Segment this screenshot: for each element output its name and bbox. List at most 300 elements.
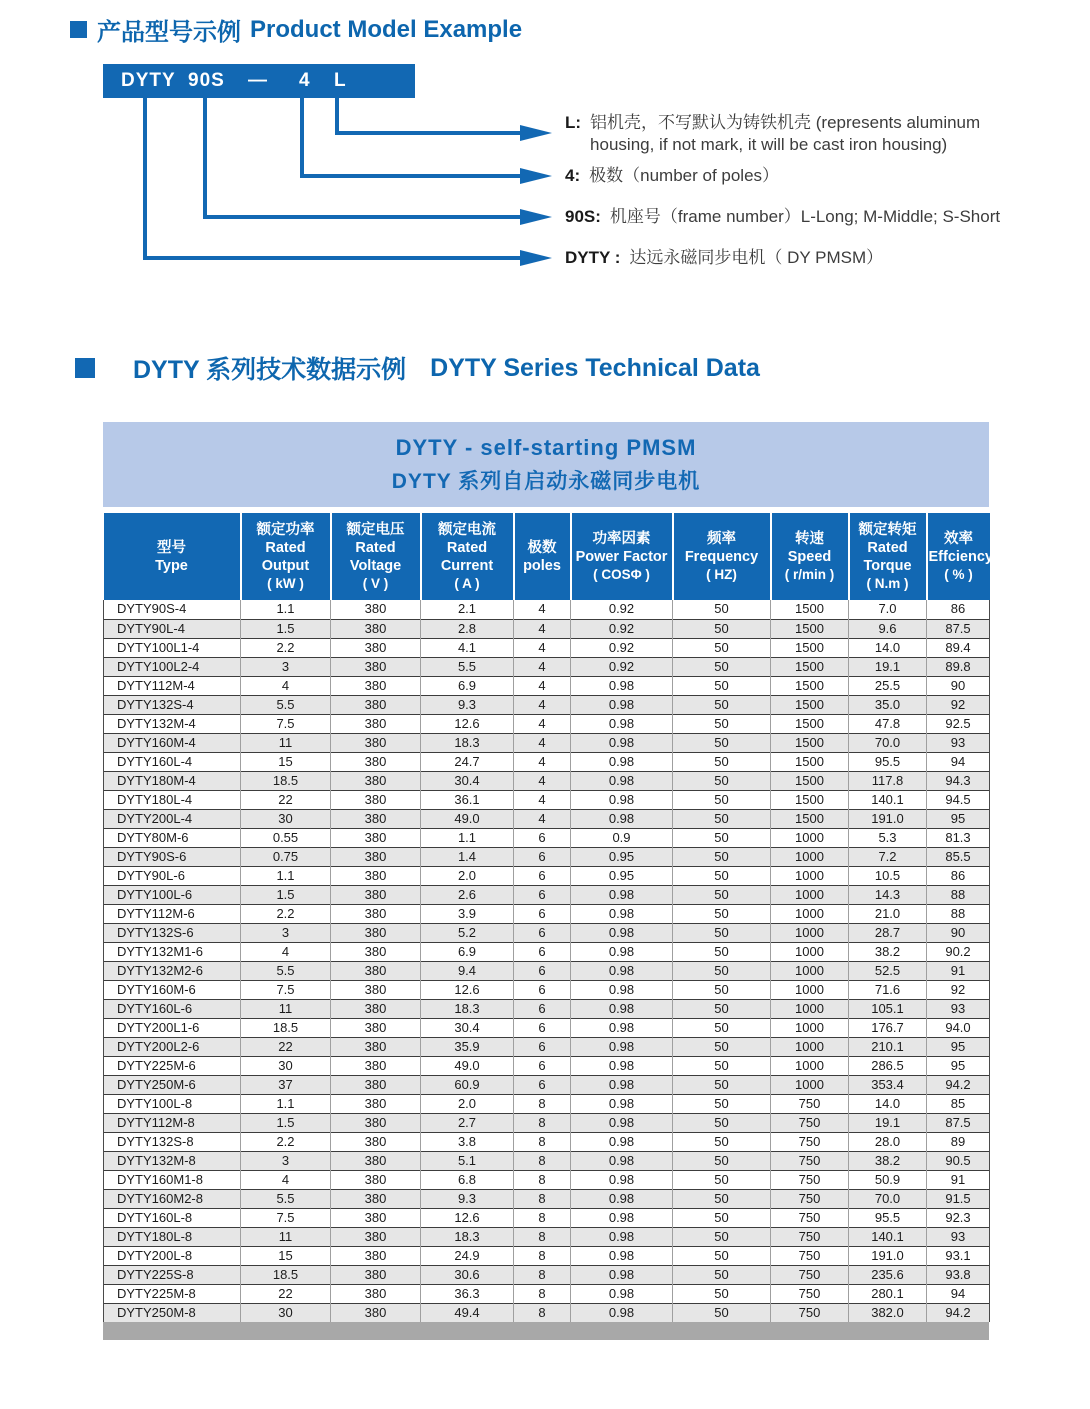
table-cell: DYTY112M-4	[104, 676, 241, 695]
table-cell: 3	[241, 657, 331, 676]
table-cell: 50	[673, 1113, 771, 1132]
table-footer-bar	[103, 1322, 989, 1340]
table-cell: 380	[331, 866, 421, 885]
table-cell: 89.4	[927, 638, 990, 657]
table-cell: 18.3	[421, 999, 514, 1018]
table-cell: DYTY250M-8	[104, 1303, 241, 1322]
table-cell: 6	[514, 942, 571, 961]
table-cell: 6	[514, 961, 571, 980]
table-cell: 380	[331, 1303, 421, 1322]
connector-line-4	[300, 98, 304, 178]
table-cell: 6	[514, 847, 571, 866]
blue-square-icon	[75, 358, 95, 378]
table-cell: 93.8	[927, 1265, 990, 1284]
table-cell: 1.5	[241, 1113, 331, 1132]
table-cell: 380	[331, 790, 421, 809]
table-cell: DYTY200L-8	[104, 1246, 241, 1265]
table-cell: 91	[927, 961, 990, 980]
table-cell: 8	[514, 1170, 571, 1189]
table-cell: DYTY100L2-4	[104, 657, 241, 676]
table-cell: DYTY225M-6	[104, 1056, 241, 1075]
table-cell: 210.1	[849, 1037, 927, 1056]
annotation-dyty-text: 达远永磁同步电机（ DY PMSM）	[629, 248, 884, 267]
table-cell: 750	[771, 1189, 849, 1208]
table-cell: 1.4	[421, 847, 514, 866]
table-cell: 50	[673, 1037, 771, 1056]
table-cell: 90	[927, 923, 990, 942]
table-cell: 47.8	[849, 714, 927, 733]
table-cell: 25.5	[849, 676, 927, 695]
table-cell: 380	[331, 999, 421, 1018]
table-cell: 6	[514, 866, 571, 885]
technical-data-table	[103, 422, 993, 1340]
table-cell: 14.3	[849, 885, 927, 904]
table-cell: 9.6	[849, 619, 927, 638]
section1-title-en: Product Model Example	[250, 15, 523, 43]
table-cell: 380	[331, 1018, 421, 1037]
annotation-90s	[565, 206, 1000, 228]
table-cell: 0.98	[571, 980, 673, 999]
table-cell: 1.5	[241, 885, 331, 904]
table-row	[104, 923, 990, 942]
table-cell: 235.6	[849, 1265, 927, 1284]
table-cell: 91	[927, 1170, 990, 1189]
table-row	[104, 980, 990, 999]
table-cell: DYTY132M-8	[104, 1151, 241, 1170]
column-header: 极数 poles	[514, 513, 571, 600]
table-cell: 4	[514, 676, 571, 695]
model-part-housing: L	[334, 70, 347, 91]
table-cell: DYTY100L1-4	[104, 638, 241, 657]
table-cell: 30.4	[421, 771, 514, 790]
table-cell: 0.98	[571, 676, 673, 695]
table-cell: 750	[771, 1227, 849, 1246]
table-cell: 49.0	[421, 1056, 514, 1075]
table-cell: 1500	[771, 752, 849, 771]
table-cell: 50	[673, 885, 771, 904]
annotation-4-text: 极数（number of poles）	[589, 166, 780, 185]
table-cell: 50	[673, 923, 771, 942]
table-cell: 1000	[771, 999, 849, 1018]
table-row	[104, 1075, 990, 1094]
table-cell: 0.92	[571, 619, 673, 638]
table-cell: 91.5	[927, 1189, 990, 1208]
table-cell: 50	[673, 1018, 771, 1037]
table-cell: 0.98	[571, 809, 673, 828]
table-cell: 30	[241, 809, 331, 828]
table-row	[104, 1132, 990, 1151]
table-cell: 1000	[771, 961, 849, 980]
table-cell: DYTY160M-4	[104, 733, 241, 752]
table-cell: 1000	[771, 1075, 849, 1094]
table-cell: 18.5	[241, 771, 331, 790]
table-row	[104, 1170, 990, 1189]
table-cell: 117.8	[849, 771, 927, 790]
table-cell: 382.0	[849, 1303, 927, 1322]
table-cell: 19.1	[849, 1113, 927, 1132]
table-cell: 2.8	[421, 619, 514, 638]
table-cell: 6	[514, 1075, 571, 1094]
table-cell: 9.3	[421, 695, 514, 714]
table-cell: 0.92	[571, 638, 673, 657]
table-cell: 380	[331, 942, 421, 961]
annotation-4-label: 4:	[565, 166, 581, 185]
table-cell: 50	[673, 1151, 771, 1170]
table-cell: 0.98	[571, 904, 673, 923]
section2-title-en: DYTY Series Technical Data	[430, 353, 760, 382]
table-cell: 3	[241, 1151, 331, 1170]
table-cell: DYTY90L-4	[104, 619, 241, 638]
table-cell: 1000	[771, 904, 849, 923]
table-cell: 0.98	[571, 1303, 673, 1322]
table-cell: 50	[673, 1246, 771, 1265]
table-cell: DYTY200L2-6	[104, 1037, 241, 1056]
table-cell: 95	[927, 1056, 990, 1075]
table-cell: 380	[331, 1189, 421, 1208]
table-row	[104, 752, 990, 771]
table-cell: 28.0	[849, 1132, 927, 1151]
table-cell: 6	[514, 828, 571, 847]
connector-line-l	[335, 98, 339, 135]
table-cell: 93	[927, 733, 990, 752]
table-cell: DYTY225M-8	[104, 1284, 241, 1303]
table-cell: 94.0	[927, 1018, 990, 1037]
table-cell: 18.3	[421, 1227, 514, 1246]
table-cell: 6	[514, 1056, 571, 1075]
table-row	[104, 847, 990, 866]
table-cell: 380	[331, 1094, 421, 1113]
table-cell: 0.98	[571, 1132, 673, 1151]
table-cell: 0.98	[571, 1151, 673, 1170]
table-cell: DYTY132M2-6	[104, 961, 241, 980]
table-cell: 19.1	[849, 657, 927, 676]
column-header: 功率因素 Power Factor ( COSΦ )	[571, 513, 673, 600]
table-cell: 1500	[771, 733, 849, 752]
table-cell: 8	[514, 1094, 571, 1113]
table-cell: 4.1	[421, 638, 514, 657]
section1-title	[70, 12, 522, 47]
table-cell: 50	[673, 1094, 771, 1113]
table-cell: DYTY112M-6	[104, 904, 241, 923]
table-cell: 8	[514, 1265, 571, 1284]
table-cell: 50	[673, 828, 771, 847]
table-cell: DYTY100L-6	[104, 885, 241, 904]
table-cell: 380	[331, 1265, 421, 1284]
table-cell: 71.6	[849, 980, 927, 999]
table-cell: 50	[673, 866, 771, 885]
table-row	[104, 714, 990, 733]
table-cell: 2.2	[241, 1132, 331, 1151]
table-cell: 50	[673, 676, 771, 695]
column-header: 效率 Effciency ( % )	[927, 513, 990, 600]
table-cell: DYTY200L-4	[104, 809, 241, 828]
table-cell: 380	[331, 1284, 421, 1303]
table-cell: 5.1	[421, 1151, 514, 1170]
table-cell: 1000	[771, 942, 849, 961]
table-cell: 380	[331, 1170, 421, 1189]
table-cell: 380	[331, 1075, 421, 1094]
arrow-icon-dyty	[520, 250, 552, 266]
table-cell: 90.5	[927, 1151, 990, 1170]
table-cell: 4	[514, 809, 571, 828]
table-cell: 50	[673, 638, 771, 657]
annotation-dyty	[565, 247, 883, 269]
table-cell: 38.2	[849, 1151, 927, 1170]
model-part-dash: —	[248, 70, 268, 91]
table-cell: 6	[514, 980, 571, 999]
table-cell: 6	[514, 1018, 571, 1037]
table-cell: DYTY100L-8	[104, 1094, 241, 1113]
table-cell: 750	[771, 1246, 849, 1265]
table-cell: 50	[673, 714, 771, 733]
table-cell: 380	[331, 1113, 421, 1132]
annotation-l-label: L:	[565, 113, 582, 132]
table-cell: 1000	[771, 828, 849, 847]
table-cell: 0.98	[571, 885, 673, 904]
table-row	[104, 1303, 990, 1322]
table-cell: 8	[514, 1208, 571, 1227]
table-cell: 90	[927, 676, 990, 695]
table-cell: 14.0	[849, 638, 927, 657]
table-cell: 1000	[771, 1037, 849, 1056]
table-cell: 24.7	[421, 752, 514, 771]
table-cell: DYTY160L-4	[104, 752, 241, 771]
table-cell: 50	[673, 1208, 771, 1227]
table-row	[104, 619, 990, 638]
table-cell: 380	[331, 1151, 421, 1170]
table-cell: 50	[673, 999, 771, 1018]
table-cell: 4	[241, 676, 331, 695]
table-row	[104, 999, 990, 1018]
table-cell: 50.9	[849, 1170, 927, 1189]
table-cell: 88	[927, 885, 990, 904]
table-cell: DYTY250M-6	[104, 1075, 241, 1094]
table-cell: 1500	[771, 619, 849, 638]
table-row	[104, 828, 990, 847]
table-cell: 0.98	[571, 1265, 673, 1284]
table-cell: DYTY160M-6	[104, 980, 241, 999]
table-cell: 0.98	[571, 1170, 673, 1189]
table-cell: 0.98	[571, 942, 673, 961]
table-cell: 95.5	[849, 1208, 927, 1227]
table-row	[104, 733, 990, 752]
table-row	[104, 657, 990, 676]
table-cell: 0.98	[571, 752, 673, 771]
table-cell: 5.2	[421, 923, 514, 942]
table-cell: 2.7	[421, 1113, 514, 1132]
table-cell: 1000	[771, 866, 849, 885]
table-cell: 50	[673, 1056, 771, 1075]
table-cell: 0.95	[571, 866, 673, 885]
table-cell: 50	[673, 695, 771, 714]
table-cell: 1.1	[421, 828, 514, 847]
table-cell: 0.98	[571, 1075, 673, 1094]
table-cell: 11	[241, 1227, 331, 1246]
table-cell: 14.0	[849, 1094, 927, 1113]
table-title-line2: DYTY 系列自启动永磁同步电机	[391, 469, 701, 493]
table-cell: 50	[673, 847, 771, 866]
table-cell: 7.5	[241, 980, 331, 999]
arrow-icon-l	[520, 125, 552, 141]
table-cell: 86	[927, 866, 990, 885]
table-cell: 37	[241, 1075, 331, 1094]
table-cell: 1000	[771, 1018, 849, 1037]
table-cell: 22	[241, 1037, 331, 1056]
table-cell: 50	[673, 752, 771, 771]
table-cell: 0.98	[571, 790, 673, 809]
table-cell: 9.3	[421, 1189, 514, 1208]
table-cell: 1500	[771, 600, 849, 619]
table-cell: 750	[771, 1132, 849, 1151]
table-cell: 18.5	[241, 1265, 331, 1284]
table-cell: 50	[673, 733, 771, 752]
table-cell: 8	[514, 1284, 571, 1303]
table-cell: 49.4	[421, 1303, 514, 1322]
table-cell: 0.98	[571, 923, 673, 942]
table-cell: DYTY160M1-8	[104, 1170, 241, 1189]
table-cell: 92.5	[927, 714, 990, 733]
table-cell: 750	[771, 1113, 849, 1132]
table-cell: 286.5	[849, 1056, 927, 1075]
table-cell: 50	[673, 904, 771, 923]
table-cell: 380	[331, 600, 421, 619]
table-cell: 50	[673, 1189, 771, 1208]
table-cell: 0.98	[571, 771, 673, 790]
table-cell: 95	[927, 809, 990, 828]
table-cell: 176.7	[849, 1018, 927, 1037]
table-cell: 85	[927, 1094, 990, 1113]
table-cell: 15	[241, 1246, 331, 1265]
table-cell: 12.6	[421, 714, 514, 733]
table-cell: 30	[241, 1303, 331, 1322]
table-cell: DYTY80M-6	[104, 828, 241, 847]
table-cell: 380	[331, 980, 421, 999]
table-cell: 4	[514, 752, 571, 771]
table-cell: 11	[241, 733, 331, 752]
table-cell: DYTY200L1-6	[104, 1018, 241, 1037]
table-cell: 95	[927, 1037, 990, 1056]
table-cell: 94	[927, 1284, 990, 1303]
table-cell: 81.3	[927, 828, 990, 847]
table-cell: 191.0	[849, 1246, 927, 1265]
table-cell: 1000	[771, 1056, 849, 1075]
table-cell: 6.9	[421, 676, 514, 695]
table-cell: 0.98	[571, 961, 673, 980]
table-cell: 4	[514, 638, 571, 657]
table-cell: 380	[331, 923, 421, 942]
table-cell: 10.5	[849, 866, 927, 885]
table-row	[104, 1208, 990, 1227]
table-cell: 85.5	[927, 847, 990, 866]
table-row	[104, 1284, 990, 1303]
table-cell: 35.9	[421, 1037, 514, 1056]
model-part-frame: 90S	[188, 70, 225, 91]
table-cell: 11	[241, 999, 331, 1018]
table-cell: 6	[514, 1037, 571, 1056]
table-cell: 92	[927, 980, 990, 999]
table-cell: 380	[331, 714, 421, 733]
connector-hline-l	[335, 131, 521, 135]
table-cell: 93	[927, 1227, 990, 1246]
table-cell: 50	[673, 1075, 771, 1094]
table-cell: 1.5	[241, 619, 331, 638]
table-cell: 0.98	[571, 695, 673, 714]
table-cell: 0.98	[571, 1037, 673, 1056]
table-cell: DYTY132S-8	[104, 1132, 241, 1151]
table-cell: 50	[673, 1303, 771, 1322]
table-cell: 105.1	[849, 999, 927, 1018]
table-cell: 12.6	[421, 1208, 514, 1227]
connector-line-90s	[203, 98, 207, 219]
table-cell: 0.98	[571, 1113, 673, 1132]
table-cell: 380	[331, 885, 421, 904]
column-header: 型号 Type	[104, 513, 241, 600]
table-row	[104, 1113, 990, 1132]
table-cell: 6.8	[421, 1170, 514, 1189]
table-cell: 5.5	[241, 695, 331, 714]
section2-title	[75, 350, 760, 386]
table-row	[104, 790, 990, 809]
table-cell: 750	[771, 1284, 849, 1303]
table-cell: 87.5	[927, 619, 990, 638]
table-header-row	[104, 513, 990, 600]
table-cell: 50	[673, 1132, 771, 1151]
model-part-series: DYTY	[121, 70, 176, 91]
table-cell: 92.3	[927, 1208, 990, 1227]
table-cell: 6.9	[421, 942, 514, 961]
table-cell: 8	[514, 1189, 571, 1208]
table-cell: 0.55	[241, 828, 331, 847]
table-cell: DYTY180L-4	[104, 790, 241, 809]
table-cell: 1000	[771, 847, 849, 866]
column-header: 额定电压 Rated Voltage ( V )	[331, 513, 421, 600]
table-cell: 2.0	[421, 866, 514, 885]
table-cell: 50	[673, 1265, 771, 1284]
table-cell: 1500	[771, 714, 849, 733]
table-title-line1: DYTY - self-starting PMSM	[395, 434, 697, 460]
table-cell: 380	[331, 1056, 421, 1075]
table-cell: 50	[673, 619, 771, 638]
table-cell: 94.5	[927, 790, 990, 809]
table-cell: 4	[514, 771, 571, 790]
table-cell: 280.1	[849, 1284, 927, 1303]
table-cell: 6	[514, 923, 571, 942]
table-cell: DYTY90S-6	[104, 847, 241, 866]
table-cell: 380	[331, 904, 421, 923]
table-cell: 8	[514, 1113, 571, 1132]
table-cell: 8	[514, 1227, 571, 1246]
table-row	[104, 1227, 990, 1246]
table-cell: 95.5	[849, 752, 927, 771]
table-cell: 94.3	[927, 771, 990, 790]
table-cell: 22	[241, 790, 331, 809]
table-cell: 0.75	[241, 847, 331, 866]
table-cell: 2.0	[421, 1094, 514, 1113]
table-cell: 380	[331, 828, 421, 847]
table-cell: 2.2	[241, 638, 331, 657]
table-row	[104, 961, 990, 980]
table-cell: 49.0	[421, 809, 514, 828]
table-cell: 4	[514, 695, 571, 714]
table-cell: 50	[673, 980, 771, 999]
table-cell: 94.2	[927, 1075, 990, 1094]
table-cell: 380	[331, 809, 421, 828]
table-cell: 0.98	[571, 1189, 673, 1208]
table-cell: 1500	[771, 695, 849, 714]
table-cell: 8	[514, 1303, 571, 1322]
table-cell: 90.2	[927, 942, 990, 961]
table-cell: 86	[927, 600, 990, 619]
